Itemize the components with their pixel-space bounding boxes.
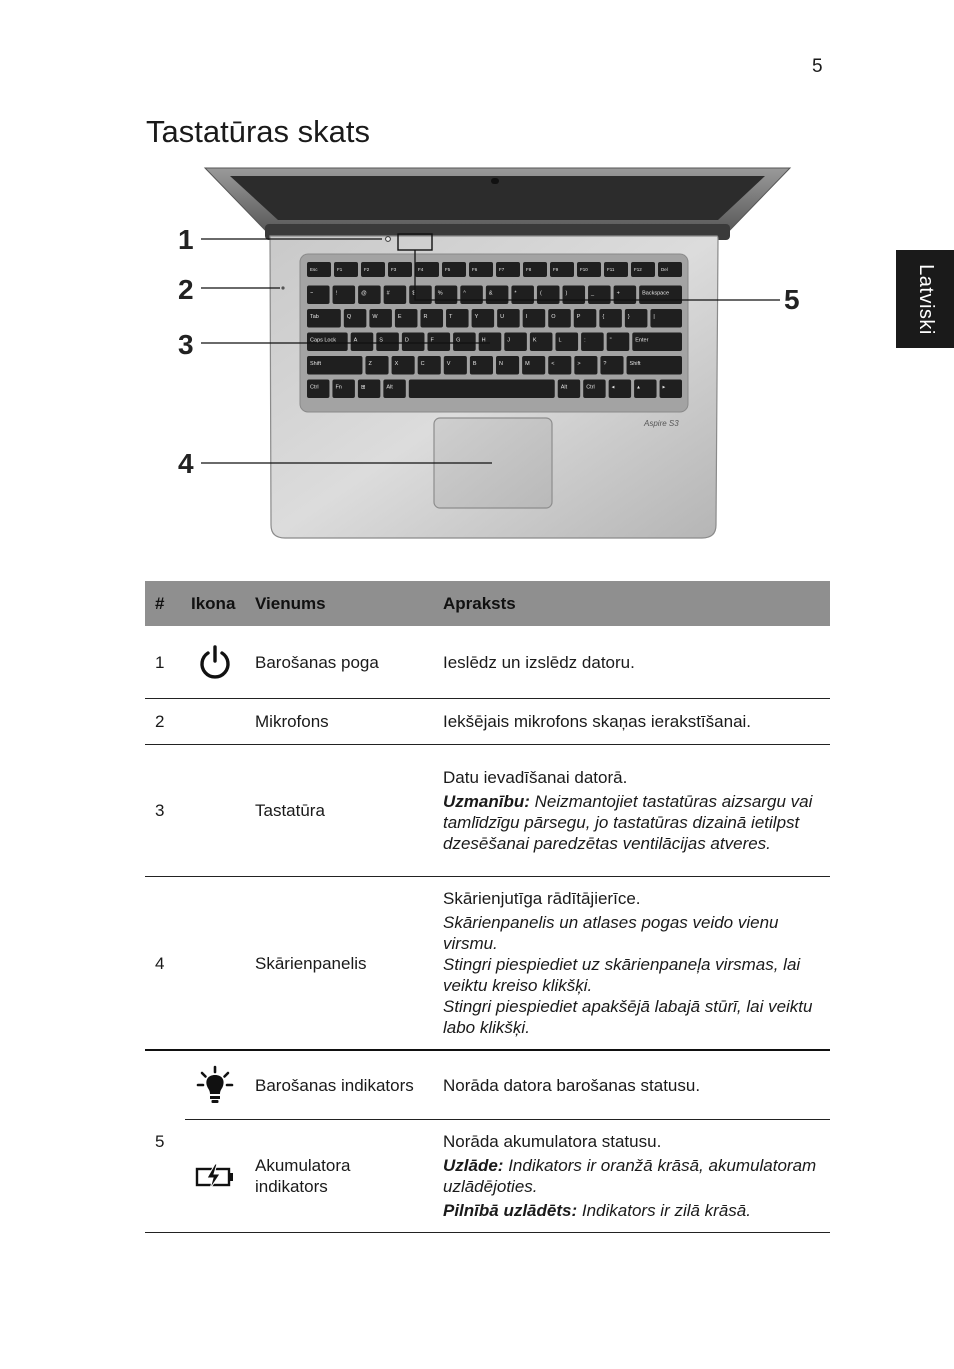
description-full xyxy=(443,1200,820,1221)
keyboard-key-label: ~ xyxy=(310,290,314,297)
description-charging xyxy=(443,1155,820,1197)
header-description: Apraksts xyxy=(433,581,830,626)
row-item: Barošanas indikators xyxy=(245,1050,433,1120)
keyboard-key-label: : xyxy=(584,337,586,344)
row-item: Tastatūra xyxy=(245,745,433,877)
keyboard-key-label: M xyxy=(525,361,530,367)
keyboard-key-label: Del xyxy=(661,267,668,272)
keyboard-key-label: F8 xyxy=(526,267,532,272)
keyboard-key-label: H xyxy=(481,337,486,344)
keyboard-key-label: I xyxy=(525,314,528,320)
keyboard-key-label: Shift xyxy=(310,361,322,367)
keyboard-key-label: < xyxy=(551,361,555,367)
keyboard-key-label: E xyxy=(397,314,402,320)
row-icon xyxy=(185,1120,245,1233)
keyboard-key-label: & xyxy=(488,290,493,297)
description-note-2: Stingri piespiediet uz skārienpaneļa virsmas, lai veiktu kreiso klikšķi. xyxy=(443,955,801,995)
keyboard-key-label: | xyxy=(653,314,655,320)
keyboard-key-label: F1 xyxy=(337,267,343,272)
keyboard-key-label: ( xyxy=(539,290,542,297)
row-description xyxy=(433,1120,830,1233)
table-header-row xyxy=(145,581,830,626)
keyboard-key-label: " xyxy=(609,337,612,344)
charging-text: Indikators ir oranžā krāsā, akumulatoram uzlādējoties. xyxy=(443,1156,817,1196)
keyboard-key-label: ◂ xyxy=(611,384,615,391)
page-number: 5 xyxy=(812,56,823,77)
row-number: 1 xyxy=(145,626,185,699)
keyboard-key-label: Tab xyxy=(310,314,319,320)
keyboard-key-label: C xyxy=(420,361,425,367)
header-number: # xyxy=(145,581,185,626)
row-item: Barošanas poga xyxy=(245,626,433,699)
keyboard-key-label: Ctrl xyxy=(586,384,595,391)
keyboard-key-label: @ xyxy=(361,290,367,297)
keyboard-key-label: F5 xyxy=(445,267,451,272)
keyboard-key-label: F12 xyxy=(634,267,642,272)
table-row xyxy=(145,877,830,1051)
charging-label: Uzlāde: xyxy=(443,1156,504,1175)
callout-3: 3 xyxy=(178,329,194,360)
keyboard-key-label: ! xyxy=(335,290,338,297)
keyboard-key-label: T xyxy=(449,314,453,320)
keyboard-key-label: $ xyxy=(412,290,416,297)
keyboard-key-label: ▸ xyxy=(662,384,666,391)
note-label: Uzmanību: xyxy=(443,792,530,811)
callout-5: 5 xyxy=(784,284,800,315)
microphone-hole xyxy=(281,286,284,289)
keyboard-key-label: > xyxy=(577,361,581,367)
description-note xyxy=(443,791,820,854)
keyboard-key-label: _ xyxy=(591,290,595,297)
keyboard-key-label: R xyxy=(423,314,428,320)
keyboard-key-label: A xyxy=(353,337,358,344)
table-row xyxy=(145,1050,830,1120)
row-number: 5 xyxy=(145,1050,185,1233)
description-main: Datu ievadīšanai datorā. xyxy=(443,768,628,787)
keyboard-key-label: S xyxy=(379,337,383,344)
keyboard-key-label: P xyxy=(576,314,581,320)
callout-1: 1 xyxy=(178,224,194,255)
keyboard-key-label: ▴ xyxy=(637,384,640,391)
webcam xyxy=(491,178,499,184)
keyboard-key-label: F4 xyxy=(418,267,424,272)
battery-indicator-icon xyxy=(195,1162,235,1190)
power-icon xyxy=(197,644,233,680)
keyboard-key-label: J xyxy=(507,337,511,344)
power-indicator-icon xyxy=(196,1065,234,1105)
description-note-1: Skārienpanelis un atlases pogas veido vienu virsmu. xyxy=(443,913,779,953)
keyboard-key-label: Q xyxy=(346,314,352,320)
keyboard-key-label: V xyxy=(446,361,451,367)
description-main: Norāda akumulatora statusu. xyxy=(443,1132,662,1151)
table-row xyxy=(145,1120,830,1233)
row-description: Ieslēdz un izslēdz datoru. xyxy=(433,626,830,699)
row-item: Mikrofons xyxy=(245,699,433,745)
keyboard-key-label: U xyxy=(500,314,505,320)
row-description xyxy=(433,877,830,1051)
keyboard-key-label: Fn xyxy=(335,384,342,391)
language-tab xyxy=(896,250,954,348)
row-icon xyxy=(185,877,245,1051)
row-number: 2 xyxy=(145,699,185,745)
keyboard-key-label: Esc xyxy=(310,267,318,272)
keyboard-key-label: % xyxy=(437,290,443,297)
keyboard-key-label: Caps Lock xyxy=(310,337,336,344)
language-tab-label: Latviski xyxy=(914,263,937,335)
row-description xyxy=(433,745,830,877)
keyboard-key-label: F10 xyxy=(580,267,588,272)
keyboard-key-label: G xyxy=(456,337,461,344)
keyboard-key-label: F9 xyxy=(553,267,559,272)
row-icon xyxy=(185,1050,245,1120)
header-icon: Ikona xyxy=(185,581,245,626)
keyboard-key-label: O xyxy=(551,314,556,320)
row-icon xyxy=(185,626,245,699)
callout-2: 2 xyxy=(178,274,194,305)
row-description: Norāda datora barošanas statusu. xyxy=(433,1050,830,1120)
table-row xyxy=(145,699,830,745)
parts-table xyxy=(145,581,830,1233)
keyboard-key-label: K xyxy=(532,337,537,344)
row-icon xyxy=(185,745,245,877)
keyboard-key-label: } xyxy=(627,314,630,320)
keyboard-key-label: ⊞ xyxy=(360,384,366,391)
laptop-illustration xyxy=(170,160,820,550)
keyboard-key-label: L xyxy=(558,337,562,344)
keyboard-key-label: Y xyxy=(474,314,479,320)
row-icon xyxy=(185,699,245,745)
description-main: Skārienjutīga rādītājierīce. xyxy=(443,889,641,908)
keyboard-key-label: Shift xyxy=(629,361,641,367)
description-note-3: Stingri piespiediet apakšējā labajā stūrī, lai veiktu labo klikšķi. xyxy=(443,997,813,1037)
keyboard-key-label: ? xyxy=(603,361,607,367)
row-number: 4 xyxy=(145,877,185,1051)
keyboard-key-label: ^ xyxy=(463,290,466,297)
row-number: 3 xyxy=(145,745,185,877)
keyboard-key-label: B xyxy=(472,361,477,367)
callout-4: 4 xyxy=(178,448,194,479)
keyboard-key-label: Z xyxy=(368,361,372,367)
row-description: Iekšējais mikrofons skaņas ierakstīšanai. xyxy=(433,699,830,745)
keyboard-key-label: { xyxy=(602,314,605,320)
keyboard-key-label: F xyxy=(430,337,434,344)
keyboard-key-label: ) xyxy=(565,290,568,297)
keyboard-key-label: W xyxy=(372,314,378,320)
keyboard-key-label: Ctrl xyxy=(310,384,319,391)
keyboard-key-label: F11 xyxy=(607,267,615,272)
row-item: Akumulatora indikators xyxy=(245,1120,433,1233)
full-label: Pilnībā uzlādēts: xyxy=(443,1201,578,1220)
keyboard-key-label: Backspace xyxy=(642,290,670,297)
keyboard-key-label: F3 xyxy=(391,267,397,272)
keyboard-key-label: F2 xyxy=(364,267,370,272)
keyboard-key-label: F7 xyxy=(499,267,505,272)
keyboard-key-label: * xyxy=(514,290,517,297)
keyboard-key-label: X xyxy=(394,361,399,367)
header-item: Vienums xyxy=(245,581,433,626)
table-row xyxy=(145,745,830,877)
page-title: Tastatūras skats xyxy=(146,114,370,149)
keyboard-key-label: D xyxy=(404,337,409,344)
keyboard-key-label: F6 xyxy=(472,267,478,272)
row-item: Skārienpanelis xyxy=(245,877,433,1051)
keyboard-key-label: + xyxy=(616,290,620,297)
full-text: Indikators ir zilā krāsā. xyxy=(577,1201,751,1220)
keyboard-key-label: Enter xyxy=(635,337,649,344)
table-row xyxy=(145,626,830,699)
keyboard-key-label: Alt xyxy=(386,384,393,391)
power-button-led xyxy=(386,237,391,242)
keyboard-key-label: Alt xyxy=(560,384,568,391)
note-text: Neizmantojiet tastatūras aizsargu vai tamlīdzīgu pārsegu, jo tastatūras dizainā ietilpst dzesēšanai paredzētas ventilācijas atveres. xyxy=(443,792,813,853)
laptop-keyboard-figure xyxy=(170,160,820,550)
keyboard-key xyxy=(409,380,555,399)
keyboard-key-label: N xyxy=(499,361,503,367)
brand-label: Aspire S3 xyxy=(644,419,679,428)
keyboard-key-label: # xyxy=(386,290,390,297)
keyboard-key xyxy=(650,309,682,328)
